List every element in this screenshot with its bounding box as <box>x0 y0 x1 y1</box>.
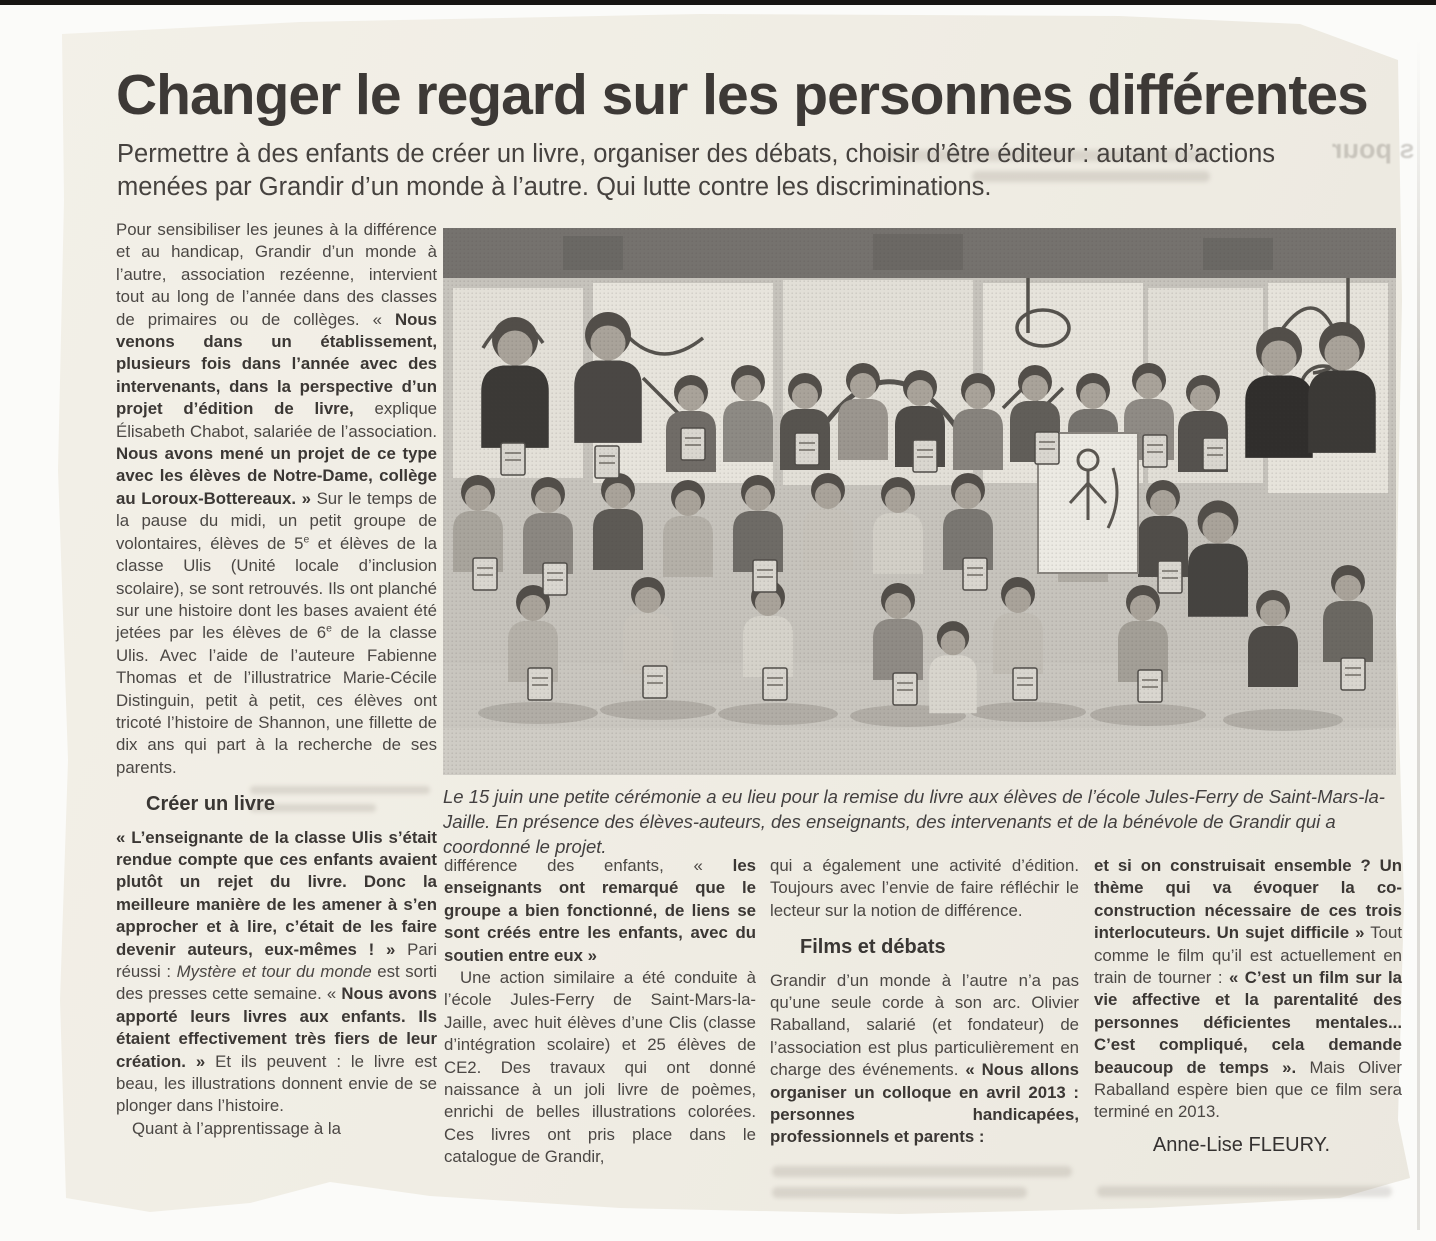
scanner-edge-line <box>0 0 1436 5</box>
article-title: Changer le regard sur les personnes différentes <box>116 63 1368 127</box>
bleedthrough-text-fragment: s pour <box>1332 134 1415 164</box>
bleedthrough-smudge <box>772 1166 1072 1208</box>
paragraph: Quant à l’apprentissage à la <box>132 1118 341 1138</box>
group-photo <box>443 228 1396 775</box>
paragraph: Une action similaire a été conduite à l’école Jules-Ferry de Saint-Mars-la-Jaille, avec huit élèves d’une Clis (classe d’intégration scolaire) et 25 élèves de CE2. Des travaux qui ont donné naissance à un joli livre de poèmes, enrichi de belles illustrations colorées. Ces livres ont pris place dans le catalogue de Grandir, <box>444 968 756 1167</box>
article-column-3 <box>770 855 1079 1149</box>
article-subtitle-line-1: Permettre à des enfants de créer un livre, organiser des débats, choisir d’être éditeur : autant d’actions <box>117 140 1276 168</box>
paragraph: Pour sensibiliser les jeunes à la différence et au handicap, Grandir d’un monde à l’autre, association rezéenne, intervient tout au long de l’année dans des classes de primaires ou de collèges. « Nous venons dans un établissement, plusieurs fois dans l’année avec des intervenants, dans la perspective d’un projet d’édition de livre, explique Élisabeth Chabot, salariée de l’association. Nous avons mené un projet de ce type avec les élèves de Notre-Dame, collège au Loroux-Bottereaux. » Sur le temps de la pause du midi, un petit groupe de volontaires, élèves de 5e et élèves de la classe Ulis (Unité locale d’inclusion scolaire), se sont retrouvés. Ils ont planché sur une histoire dont les bases avaient été jetées par les élèves de 6e de la classe Ulis. Avec l’aide de l’auteure Fabienne Thomas et de l’illustratrice Marie-Cécile Distinguin, petit à petit, ces élèves ont tricoté l’histoire de Shannon, une fillette de dix ans qui part à la recherche de ses parents. <box>116 220 437 777</box>
article-subtitle <box>117 138 1337 204</box>
paragraph: et si on construisait ensemble ? Un thème qui va évoquer la co-construction nécessaire de ces trois interlocuteurs. Un sujet difficile » Tout comme le film qu’il est actuellement en train de tourner : « C’est un film sur la vie affective et la parentalité des personnes déficientes mentales... C’est compliqué, cela demande beaucoup de temps ». Mais Oliver Raballand espère bien que ce film sera terminé en 2013. <box>1094 856 1403 1122</box>
bleedthrough-smudge <box>1097 1186 1392 1207</box>
paragraph: « L’enseignante de la classe Ulis s’était rendue compte que ces enfants avaient plutôt un rejet du livre. Donc la meilleure manière de les amener à s’en approcher et à lire, c’était de les faire devenir auteurs, eux-mêmes ! » Pari réussi : Mystère et tour du monde est sorti des presses cette semaine. « Nous avons apporté leurs livres aux enfants. Ils étaient effectivement très fiers de leur création. » Et ils peuvent : le livre est beau, les illustrations donnent envie de se plonger dans l’histoire. <box>116 827 437 1116</box>
bleedthrough-line <box>1097 1186 1392 1197</box>
section-heading-creer-un-livre: Créer un livre <box>146 793 275 816</box>
article-subtitle-line-2: menées par Grandir d’un monde à l’autre. Qui lutte contre les discriminations. <box>117 173 992 201</box>
article-column-4 <box>1094 855 1402 1156</box>
bleedthrough-line <box>772 1187 1027 1198</box>
paragraph: qui a également une activité d’édition. Toujours avec l’envie de faire réfléchir le lecteur sur la notion de différence. <box>770 856 1079 920</box>
article-column-2 <box>444 855 756 1169</box>
paragraph: différence des enfants, « les enseignants ont remarqué que le groupe a bien fonctionné, de liens se sont créés entre les enfants, avec du soutien entre eux » <box>444 856 756 965</box>
bleedthrough-line <box>772 1166 1072 1177</box>
byline: Anne-Lise FLEURY. <box>1152 1133 1330 1156</box>
paper-crease <box>1417 40 1420 1230</box>
photo-caption: Le 15 juin une petite cérémonie a eu lieu pour la remise du livre aux élèves de l’école Jules-Ferry de Saint-Mars-la-Jaille. En présence des élèves-auteurs, des enseignants, des intervenants et de la bénévole de Grandir qui a coordonné le projet. <box>443 786 1385 857</box>
paragraph: Grandir d’un monde à l’autre n’a pas qu’une seule corde à son arc. Olivier Raballand, salarié (et fondateur) de l’association est plus particulièrement en charge des événements. « Nous allons organiser un colloque en avril 2013 : personnes handicapées, professionnels et parents : <box>770 970 1079 1147</box>
group-photo-illustration <box>443 228 1396 775</box>
article-column-1 <box>116 219 437 1140</box>
section-heading-films-et-debats: Films et débats <box>800 936 946 959</box>
